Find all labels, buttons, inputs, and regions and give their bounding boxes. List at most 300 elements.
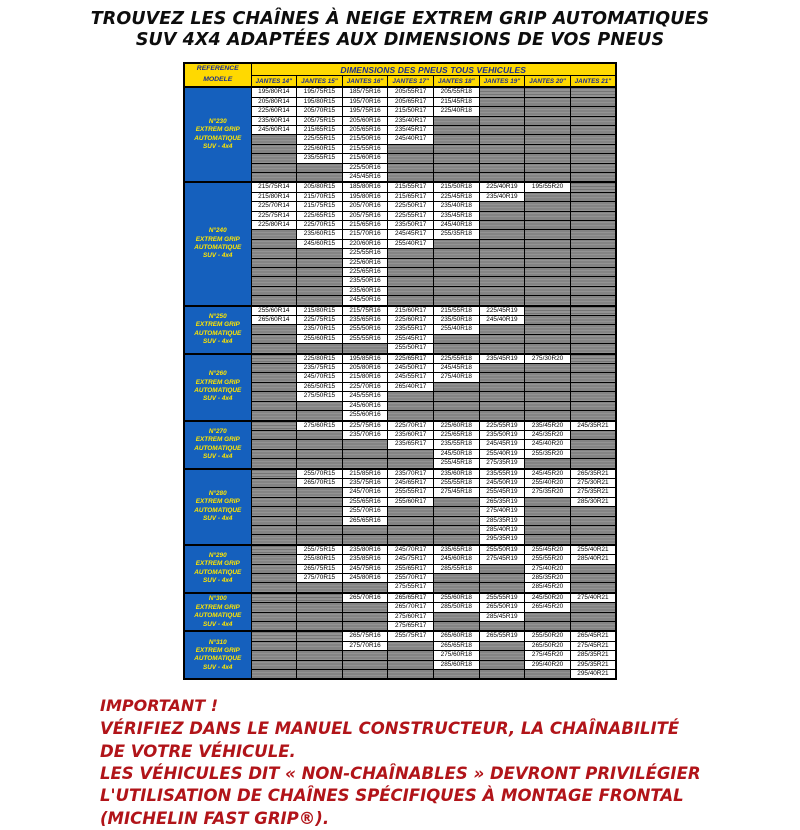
tire-size-cell: 255/55R16 bbox=[342, 334, 388, 343]
empty-cell bbox=[479, 574, 525, 583]
tire-size-cell: 235/75R16 bbox=[342, 478, 388, 487]
tire-size-cell: 215/65R17 bbox=[388, 192, 434, 201]
empty-cell bbox=[570, 202, 616, 211]
dimensions-header: DIMENSIONS DES PNEUS TOUS VEHICULES bbox=[251, 63, 616, 75]
empty-cell bbox=[525, 249, 571, 258]
tire-size-cell: 215/50R16 bbox=[342, 135, 388, 144]
tire-size-cell: 275/35R21 bbox=[570, 488, 616, 497]
model-label-line: AUTOMATIQUE bbox=[194, 329, 242, 337]
notice-line: L'UTILISATION DE CHAÎNES SPÉCIFIQUES À MONTAGE FRONTAL bbox=[100, 786, 684, 806]
tire-size-cell: 235/60R16 bbox=[342, 286, 388, 295]
empty-cell bbox=[570, 334, 616, 343]
empty-cell bbox=[570, 97, 616, 106]
empty-cell bbox=[479, 277, 525, 286]
tire-size-cell: 245/70R16 bbox=[342, 488, 388, 497]
empty-cell bbox=[525, 411, 571, 421]
model-label-line: SUV - 4x4 bbox=[203, 395, 233, 403]
tire-size-cell: 215/55R16 bbox=[342, 144, 388, 153]
empty-cell bbox=[297, 296, 343, 306]
empty-cell bbox=[388, 449, 434, 458]
empty-cell bbox=[251, 325, 297, 334]
tire-size-cell: 205/75R15 bbox=[297, 116, 343, 125]
tire-size-cell: 245/45R17 bbox=[388, 230, 434, 239]
tire-size-cell: 235/65R17 bbox=[388, 440, 434, 449]
tire-size-cell: 275/35R20 bbox=[525, 488, 571, 497]
empty-cell bbox=[479, 239, 525, 248]
empty-cell bbox=[251, 296, 297, 306]
empty-cell bbox=[525, 296, 571, 306]
empty-cell bbox=[570, 401, 616, 410]
empty-cell bbox=[251, 144, 297, 153]
empty-cell bbox=[297, 660, 343, 669]
tire-size-cell: 255/60R17 bbox=[388, 497, 434, 506]
tire-size-cell: 205/80R16 bbox=[342, 364, 388, 373]
empty-cell bbox=[388, 296, 434, 306]
model-label-line: AUTOMATIQUE bbox=[194, 387, 242, 395]
empty-cell bbox=[251, 459, 297, 469]
table-row bbox=[184, 306, 616, 316]
empty-cell bbox=[525, 220, 571, 229]
tire-size-cell: 245/80R16 bbox=[342, 574, 388, 583]
empty-cell bbox=[388, 411, 434, 421]
empty-cell bbox=[525, 116, 571, 125]
tire-size-cell: 275/65R17 bbox=[388, 622, 434, 632]
tire-size-cell: 225/50R16 bbox=[342, 163, 388, 172]
empty-cell bbox=[434, 525, 480, 534]
model-label-line: N°300 bbox=[208, 595, 227, 603]
tire-size-cell: 265/35R19 bbox=[479, 497, 525, 506]
empty-cell bbox=[388, 535, 434, 545]
empty-cell bbox=[479, 135, 525, 144]
tire-size-cell: 245/75R17 bbox=[388, 555, 434, 564]
table-header bbox=[184, 63, 616, 87]
empty-cell bbox=[570, 507, 616, 516]
empty-cell bbox=[297, 430, 343, 439]
empty-cell bbox=[297, 277, 343, 286]
tire-size-cell: 225/45R19 bbox=[479, 306, 525, 316]
empty-cell bbox=[434, 172, 480, 182]
model-label-line: AUTOMATIQUE bbox=[194, 655, 242, 663]
tire-size-cell: 215/65R16 bbox=[342, 220, 388, 229]
table-row bbox=[184, 593, 616, 603]
model-label-line: AUTOMATIQUE bbox=[194, 612, 242, 620]
empty-cell bbox=[251, 555, 297, 564]
empty-cell bbox=[525, 670, 571, 680]
tire-size-cell: 225/55R18 bbox=[434, 354, 480, 364]
empty-cell bbox=[251, 392, 297, 401]
tire-size-cell: 215/60R16 bbox=[342, 154, 388, 163]
tire-size-cell: 235/60R15 bbox=[297, 230, 343, 239]
empty-cell bbox=[297, 670, 343, 680]
tire-size-cell: 245/40R18 bbox=[434, 220, 480, 229]
empty-cell bbox=[251, 651, 297, 660]
tire-size-cell: 185/80R16 bbox=[342, 182, 388, 192]
reference-header-line-2: MODELE bbox=[203, 76, 233, 84]
empty-cell bbox=[388, 172, 434, 182]
empty-cell bbox=[251, 401, 297, 410]
model-label-line: AUTOMATIQUE bbox=[194, 243, 242, 251]
empty-cell bbox=[388, 651, 434, 660]
empty-cell bbox=[297, 286, 343, 295]
tire-size-cell: 285/30R21 bbox=[570, 497, 616, 506]
empty-cell bbox=[388, 268, 434, 277]
empty-cell bbox=[251, 268, 297, 277]
empty-cell bbox=[297, 525, 343, 534]
empty-cell bbox=[251, 286, 297, 295]
empty-cell bbox=[251, 249, 297, 258]
empty-cell bbox=[525, 401, 571, 410]
empty-cell bbox=[525, 535, 571, 545]
tire-size-cell: 245/35R21 bbox=[570, 421, 616, 431]
empty-cell bbox=[388, 507, 434, 516]
tire-size-cell: 235/40R17 bbox=[388, 116, 434, 125]
tire-size-cell: 205/55R17 bbox=[388, 87, 434, 97]
empty-cell bbox=[479, 107, 525, 116]
tire-size-cell: 245/40R20 bbox=[525, 440, 571, 449]
tire-size-cell: 275/45R19 bbox=[479, 555, 525, 564]
empty-cell bbox=[570, 516, 616, 525]
tire-size-cell: 245/60R18 bbox=[434, 555, 480, 564]
notice-line: DE VOTRE VÉHICULE. bbox=[100, 741, 296, 761]
empty-cell bbox=[434, 296, 480, 306]
empty-cell bbox=[297, 535, 343, 545]
table-row bbox=[184, 545, 616, 555]
important-heading: IMPORTANT ! bbox=[100, 696, 219, 716]
empty-cell bbox=[570, 163, 616, 172]
tire-size-cell: 235/55R18 bbox=[434, 440, 480, 449]
empty-cell bbox=[479, 344, 525, 354]
model-label-line: SUV - 4x4 bbox=[203, 620, 233, 628]
empty-cell bbox=[570, 239, 616, 248]
reference-header-line-1: REFERENCE bbox=[196, 65, 239, 73]
empty-cell bbox=[525, 459, 571, 469]
table-row bbox=[184, 182, 616, 192]
empty-cell bbox=[479, 373, 525, 382]
empty-cell bbox=[525, 373, 571, 382]
empty-cell bbox=[251, 641, 297, 650]
empty-cell bbox=[570, 144, 616, 153]
empty-cell bbox=[251, 382, 297, 391]
model-label-line: EXTREM GRIP bbox=[195, 603, 240, 611]
empty-cell bbox=[434, 116, 480, 125]
empty-cell bbox=[251, 516, 297, 525]
tire-size-cell: 245/55R17 bbox=[388, 373, 434, 382]
column-header-jantes-21: JANTES 21" bbox=[570, 75, 616, 87]
tire-size-cell: 215/75R15 bbox=[297, 202, 343, 211]
tire-size-cell: 235/85R16 bbox=[342, 555, 388, 564]
empty-cell bbox=[525, 211, 571, 220]
tire-size-cell: 245/60R14 bbox=[251, 125, 297, 134]
empty-cell bbox=[251, 373, 297, 382]
empty-cell bbox=[479, 144, 525, 153]
empty-cell bbox=[570, 277, 616, 286]
empty-cell bbox=[388, 401, 434, 410]
tire-size-cell: 225/40R19 bbox=[479, 182, 525, 192]
empty-cell bbox=[525, 172, 571, 182]
empty-cell bbox=[570, 211, 616, 220]
model-label-N270 bbox=[184, 421, 251, 469]
tire-size-cell: 235/45R19 bbox=[479, 354, 525, 364]
empty-cell bbox=[570, 249, 616, 258]
empty-cell bbox=[479, 87, 525, 97]
tire-size-cell: 235/50R16 bbox=[342, 277, 388, 286]
tire-size-cell: 195/80R14 bbox=[251, 87, 297, 97]
model-label-line: EXTREM GRIP bbox=[195, 560, 240, 568]
tire-size-cell: 255/75R17 bbox=[388, 631, 434, 641]
tire-size-cell: 195/80R15 bbox=[297, 97, 343, 106]
empty-cell bbox=[525, 334, 571, 343]
empty-cell bbox=[251, 421, 297, 431]
empty-cell bbox=[525, 286, 571, 295]
model-label-line: SUV - 4x4 bbox=[203, 452, 233, 460]
empty-cell bbox=[479, 364, 525, 373]
tire-size-cell: 235/70R17 bbox=[388, 469, 434, 479]
empty-cell bbox=[479, 163, 525, 172]
empty-cell bbox=[434, 344, 480, 354]
tire-size-cell: 275/30R21 bbox=[570, 478, 616, 487]
empty-cell bbox=[570, 622, 616, 632]
empty-cell bbox=[251, 239, 297, 248]
empty-cell bbox=[570, 364, 616, 373]
tire-size-cell: 215/50R18 bbox=[434, 182, 480, 192]
model-label-line: AUTOMATIQUE bbox=[194, 444, 242, 452]
tire-size-cell: 255/55R17 bbox=[388, 488, 434, 497]
empty-cell bbox=[570, 411, 616, 421]
empty-cell bbox=[570, 220, 616, 229]
empty-cell bbox=[251, 230, 297, 239]
model-label-line: N°280 bbox=[208, 489, 227, 497]
tire-size-cell: 195/85R16 bbox=[342, 354, 388, 364]
tire-size-cell: 225/75R16 bbox=[342, 421, 388, 431]
tire-size-cell: 255/50R16 bbox=[342, 325, 388, 334]
empty-cell bbox=[251, 670, 297, 680]
tire-size-cell: 265/65R18 bbox=[434, 641, 480, 650]
model-label-N240 bbox=[184, 182, 251, 305]
empty-cell bbox=[342, 622, 388, 632]
tire-size-cell: 225/55R19 bbox=[479, 421, 525, 431]
tire-size-cell: 225/65R18 bbox=[434, 430, 480, 439]
empty-cell bbox=[479, 116, 525, 125]
empty-cell bbox=[251, 258, 297, 267]
tire-size-cell: 265/55R19 bbox=[479, 631, 525, 641]
tire-size-cell: 265/45R21 bbox=[570, 631, 616, 641]
tire-size-cell: 235/45R17 bbox=[388, 125, 434, 134]
empty-cell bbox=[297, 401, 343, 410]
empty-cell bbox=[570, 392, 616, 401]
column-header-jantes-17: JANTES 17" bbox=[388, 75, 434, 87]
empty-cell bbox=[525, 612, 571, 621]
tire-size-cell: 235/70R16 bbox=[342, 430, 388, 439]
empty-cell bbox=[388, 516, 434, 525]
tire-size-cell: 255/65R17 bbox=[388, 564, 434, 573]
tire-size-cell: 235/40R19 bbox=[479, 192, 525, 201]
empty-cell bbox=[570, 449, 616, 458]
column-header-jantes-14: JANTES 14" bbox=[251, 75, 297, 87]
tire-size-cell: 245/40R19 bbox=[479, 316, 525, 325]
tire-size-cell: 195/75R15 bbox=[297, 87, 343, 97]
tire-size-cell: 215/75R16 bbox=[342, 306, 388, 316]
tire-size-cell: 205/80R15 bbox=[297, 182, 343, 192]
empty-cell bbox=[297, 651, 343, 660]
empty-cell bbox=[251, 411, 297, 421]
empty-cell bbox=[479, 670, 525, 680]
empty-cell bbox=[479, 651, 525, 660]
empty-cell bbox=[342, 449, 388, 458]
empty-cell bbox=[434, 497, 480, 506]
empty-cell bbox=[525, 507, 571, 516]
tire-size-cell: 225/60R17 bbox=[388, 316, 434, 325]
empty-cell bbox=[342, 440, 388, 449]
tire-size-cell: 235/60R14 bbox=[251, 116, 297, 125]
empty-cell bbox=[434, 535, 480, 545]
table-row bbox=[184, 631, 616, 641]
important-notice bbox=[100, 696, 740, 829]
tire-size-cell: 285/50R18 bbox=[434, 603, 480, 612]
tire-size-cell: 245/45R16 bbox=[342, 172, 388, 182]
empty-cell bbox=[479, 286, 525, 295]
tire-size-cell: 245/55R16 bbox=[342, 392, 388, 401]
empty-cell bbox=[297, 172, 343, 182]
tire-size-cell: 205/65R16 bbox=[342, 125, 388, 134]
empty-cell bbox=[251, 593, 297, 603]
empty-cell bbox=[525, 192, 571, 201]
tire-size-cell: 285/35R20 bbox=[525, 574, 571, 583]
tire-size-cell: 275/40R19 bbox=[479, 507, 525, 516]
tire-size-cell: 205/60R16 bbox=[342, 116, 388, 125]
tire-size-cell: 265/75R16 bbox=[342, 631, 388, 641]
tire-size-cell: 225/55R16 bbox=[342, 249, 388, 258]
empty-cell bbox=[297, 612, 343, 621]
tire-size-cell: 225/65R15 bbox=[297, 211, 343, 220]
empty-cell bbox=[388, 163, 434, 172]
empty-cell bbox=[388, 459, 434, 469]
tire-size-cell: 265/70R16 bbox=[342, 593, 388, 603]
tire-size-cell: 195/70R16 bbox=[342, 97, 388, 106]
empty-cell bbox=[434, 411, 480, 421]
empty-cell bbox=[479, 392, 525, 401]
tire-size-cell: 295/35R19 bbox=[479, 535, 525, 545]
table-row bbox=[184, 469, 616, 479]
tire-size-cell: 255/60R15 bbox=[297, 334, 343, 343]
tire-size-cell: 225/70R15 bbox=[297, 220, 343, 229]
tire-size-cell: 265/75R15 bbox=[297, 564, 343, 573]
empty-cell bbox=[525, 239, 571, 248]
empty-cell bbox=[251, 440, 297, 449]
tire-size-cell: 225/55R17 bbox=[388, 211, 434, 220]
tire-size-cell: 265/50R15 bbox=[297, 382, 343, 391]
tire-size-cell: 255/50R17 bbox=[388, 344, 434, 354]
tire-size-cell: 275/40R18 bbox=[434, 373, 480, 382]
empty-cell bbox=[479, 268, 525, 277]
tire-size-cell: 275/40R20 bbox=[525, 564, 571, 573]
tire-size-cell: 255/80R15 bbox=[297, 555, 343, 564]
empty-cell bbox=[251, 469, 297, 479]
tire-size-cell: 265/50R19 bbox=[479, 603, 525, 612]
empty-cell bbox=[570, 373, 616, 382]
empty-cell bbox=[251, 603, 297, 612]
empty-cell bbox=[297, 516, 343, 525]
tire-size-cell: 225/60R15 bbox=[297, 144, 343, 153]
tire-size-cell: 245/50R16 bbox=[342, 296, 388, 306]
empty-cell bbox=[570, 172, 616, 182]
tire-size-cell: 275/60R17 bbox=[388, 612, 434, 621]
empty-cell bbox=[570, 430, 616, 439]
tire-size-cell: 235/45R18 bbox=[434, 211, 480, 220]
empty-cell bbox=[570, 230, 616, 239]
tire-size-cell: 215/70R16 bbox=[342, 230, 388, 239]
tire-size-cell: 255/55R18 bbox=[434, 478, 480, 487]
tire-size-cell: 275/70R15 bbox=[297, 574, 343, 583]
tire-size-cell: 225/60R18 bbox=[434, 421, 480, 431]
empty-cell bbox=[297, 459, 343, 469]
tire-size-cell: 225/50R17 bbox=[388, 202, 434, 211]
empty-cell bbox=[251, 497, 297, 506]
empty-cell bbox=[570, 192, 616, 201]
empty-cell bbox=[479, 249, 525, 258]
empty-cell bbox=[570, 286, 616, 295]
tire-size-cell: 285/55R18 bbox=[434, 564, 480, 573]
empty-cell bbox=[251, 583, 297, 593]
model-label-line: EXTREM GRIP bbox=[195, 378, 240, 386]
tire-size-cell: 265/65R16 bbox=[342, 516, 388, 525]
tire-size-cell: 225/55R15 bbox=[297, 135, 343, 144]
empty-cell bbox=[388, 277, 434, 286]
model-label-line: SUV - 4x4 bbox=[203, 338, 233, 346]
empty-cell bbox=[525, 97, 571, 106]
model-label-line: N°240 bbox=[208, 227, 227, 235]
model-label-N230 bbox=[184, 87, 251, 182]
tire-size-cell: 255/45R18 bbox=[434, 459, 480, 469]
empty-cell bbox=[251, 488, 297, 497]
empty-cell bbox=[479, 220, 525, 229]
empty-cell bbox=[479, 172, 525, 182]
tire-size-cell: 225/65R16 bbox=[342, 268, 388, 277]
tire-size-cell: 225/80R15 bbox=[297, 354, 343, 364]
empty-cell bbox=[251, 535, 297, 545]
tire-size-cell: 245/70R15 bbox=[297, 373, 343, 382]
tire-size-cell: 255/55R19 bbox=[479, 593, 525, 603]
empty-cell bbox=[251, 354, 297, 364]
model-label-line: SUV - 4x4 bbox=[203, 663, 233, 671]
tire-size-cell: 195/75R16 bbox=[342, 107, 388, 116]
empty-cell bbox=[251, 172, 297, 182]
empty-cell bbox=[525, 516, 571, 525]
tire-size-cell: 295/40R20 bbox=[525, 660, 571, 669]
table-body bbox=[184, 87, 616, 679]
empty-cell bbox=[570, 306, 616, 316]
tire-size-cell: 205/55R18 bbox=[434, 87, 480, 97]
tire-size-cell: 205/70R15 bbox=[297, 107, 343, 116]
tire-size-cell: 235/45R20 bbox=[525, 421, 571, 431]
empty-cell bbox=[434, 268, 480, 277]
tire-size-cell: 235/50R19 bbox=[479, 430, 525, 439]
tire-size-cell: 265/70R17 bbox=[388, 603, 434, 612]
empty-cell bbox=[434, 507, 480, 516]
tire-size-cell: 245/60R16 bbox=[342, 401, 388, 410]
empty-cell bbox=[297, 440, 343, 449]
empty-cell bbox=[525, 268, 571, 277]
tire-size-cell: 255/70R17 bbox=[388, 574, 434, 583]
tire-size-cell: 285/40R19 bbox=[479, 525, 525, 534]
model-label-line: EXTREM GRIP bbox=[195, 235, 240, 243]
tire-size-cell: 275/50R15 bbox=[297, 392, 343, 401]
tire-size-cell: 215/80R16 bbox=[342, 373, 388, 382]
model-label-line: AUTOMATIQUE bbox=[194, 568, 242, 576]
model-label-N260 bbox=[184, 354, 251, 421]
empty-cell bbox=[251, 574, 297, 583]
tire-size-cell: 235/75R15 bbox=[297, 364, 343, 373]
empty-cell bbox=[342, 535, 388, 545]
